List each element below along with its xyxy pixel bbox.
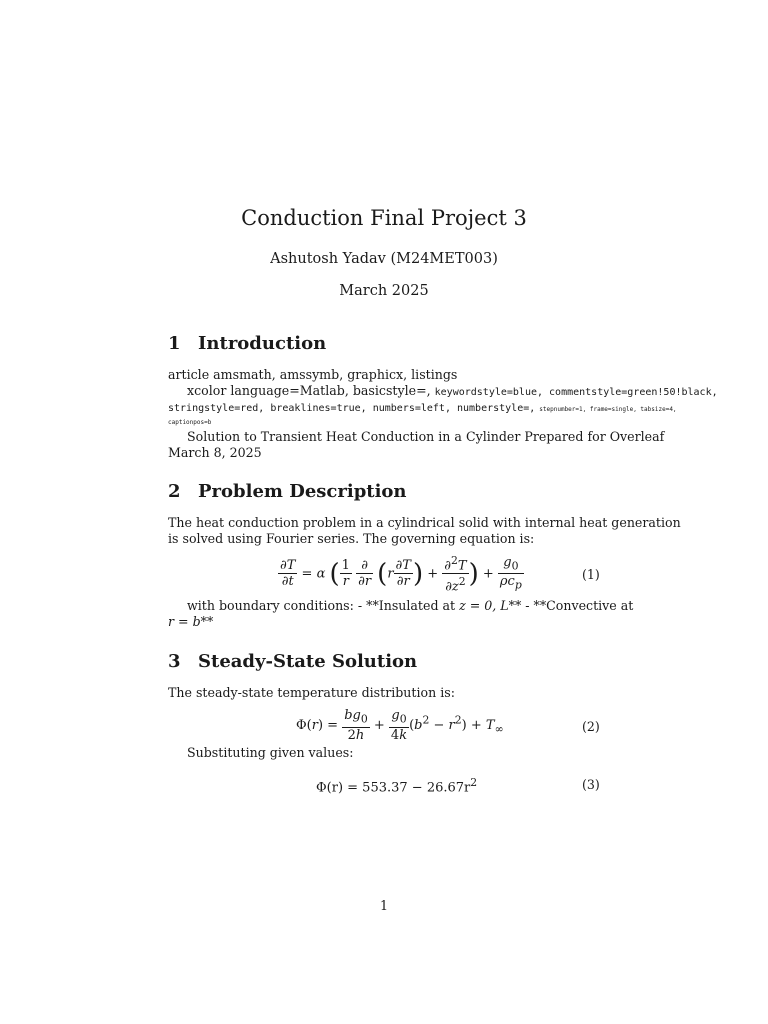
intro-line-1: article amsmath, amssymb, graphicx, listings bbox=[168, 367, 458, 382]
bc-math-1: z = 0, L bbox=[459, 598, 509, 613]
intro-line-6: March 8, 2025 bbox=[168, 445, 262, 460]
governing-equation: $\frac{\partial T}{\partial t}$ = α ( $\frac{1}{r}$ $\frac{\partial}{\partial r}$ (r $\frac{\partial T}{\partial r}$ ) + $\frac{\partial^2T}{\partial z^2}$ ) + $\frac{g_0}{\rho c_p}$ bbox=[280, 554, 522, 595]
intro-line-3 bbox=[168, 399, 677, 418]
section-heading-introduction bbox=[168, 333, 326, 354]
eq3-sup: 2 bbox=[470, 776, 478, 789]
eq3-text: Φ(r) = 553.37 − 26.67r bbox=[316, 780, 471, 796]
intro-line-3-mono: stringstyle=red, breaklines=true, numbers=left, numberstyle=, bbox=[168, 403, 536, 414]
section-number: 3 bbox=[168, 651, 181, 672]
problem-para-line-1: The heat conduction problem in a cylindrical solid with internal heat generation bbox=[168, 515, 681, 530]
boundary-conditions-line-1 bbox=[187, 598, 633, 614]
section-title: Steady-State Solution bbox=[198, 651, 418, 672]
bc-text-1: with boundary conditions: - **Insulated at bbox=[187, 598, 460, 613]
intro-line-2-serif: xcolor language=Matlab, basicstyle=, bbox=[187, 383, 431, 398]
bc-text-3: ** bbox=[200, 614, 214, 629]
bc-text-2: ** - **Convective at bbox=[508, 598, 634, 613]
section-title: Problem Description bbox=[198, 481, 407, 502]
intro-line-5: Solution to Transient Heat Conduction in a Cylinder Prepared for Overleaf bbox=[187, 429, 665, 444]
substitution-text: Substituting given values: bbox=[187, 745, 354, 760]
equation-number-3: (3) bbox=[582, 777, 600, 792]
equation-number-2: (2) bbox=[582, 719, 600, 734]
boundary-conditions-line-2 bbox=[168, 614, 213, 630]
substituted-equation bbox=[316, 776, 477, 795]
intro-line-4: captionpos=b bbox=[168, 419, 212, 426]
equation-number-1: (1) bbox=[582, 567, 600, 582]
steady-para-line-1: The steady-state temperature distribution is: bbox=[168, 685, 455, 700]
document-date: March 2025 bbox=[339, 283, 429, 299]
steady-state-equation: Φ(r) = $\frac{bg_0}{2h}$ + $\frac{g_0}{4k}$ $(b^2 - r^2) + T_\infty$ bbox=[296, 708, 504, 743]
section-title: Introduction bbox=[198, 333, 327, 354]
section-number: 2 bbox=[168, 481, 181, 502]
document-title: Conduction Final Project 3 bbox=[241, 206, 527, 230]
intro-line-2-mono: keywordstyle=blue, commentstyle=green!50!black, bbox=[434, 387, 718, 398]
problem-para-line-2: is solved using Fourier series. The governing equation is: bbox=[168, 531, 535, 546]
bc-math-2: r = b bbox=[168, 614, 201, 629]
section-heading-problem-description bbox=[168, 481, 407, 502]
section-number: 1 bbox=[168, 333, 181, 354]
document-author: Ashutosh Yadav (M24MET003) bbox=[270, 251, 498, 267]
intro-line-3-tiny: stepnumber=1, frame=single, tabsize=4, bbox=[539, 406, 677, 413]
page-number: 1 bbox=[379, 898, 388, 913]
section-heading-steady-state bbox=[168, 651, 417, 672]
